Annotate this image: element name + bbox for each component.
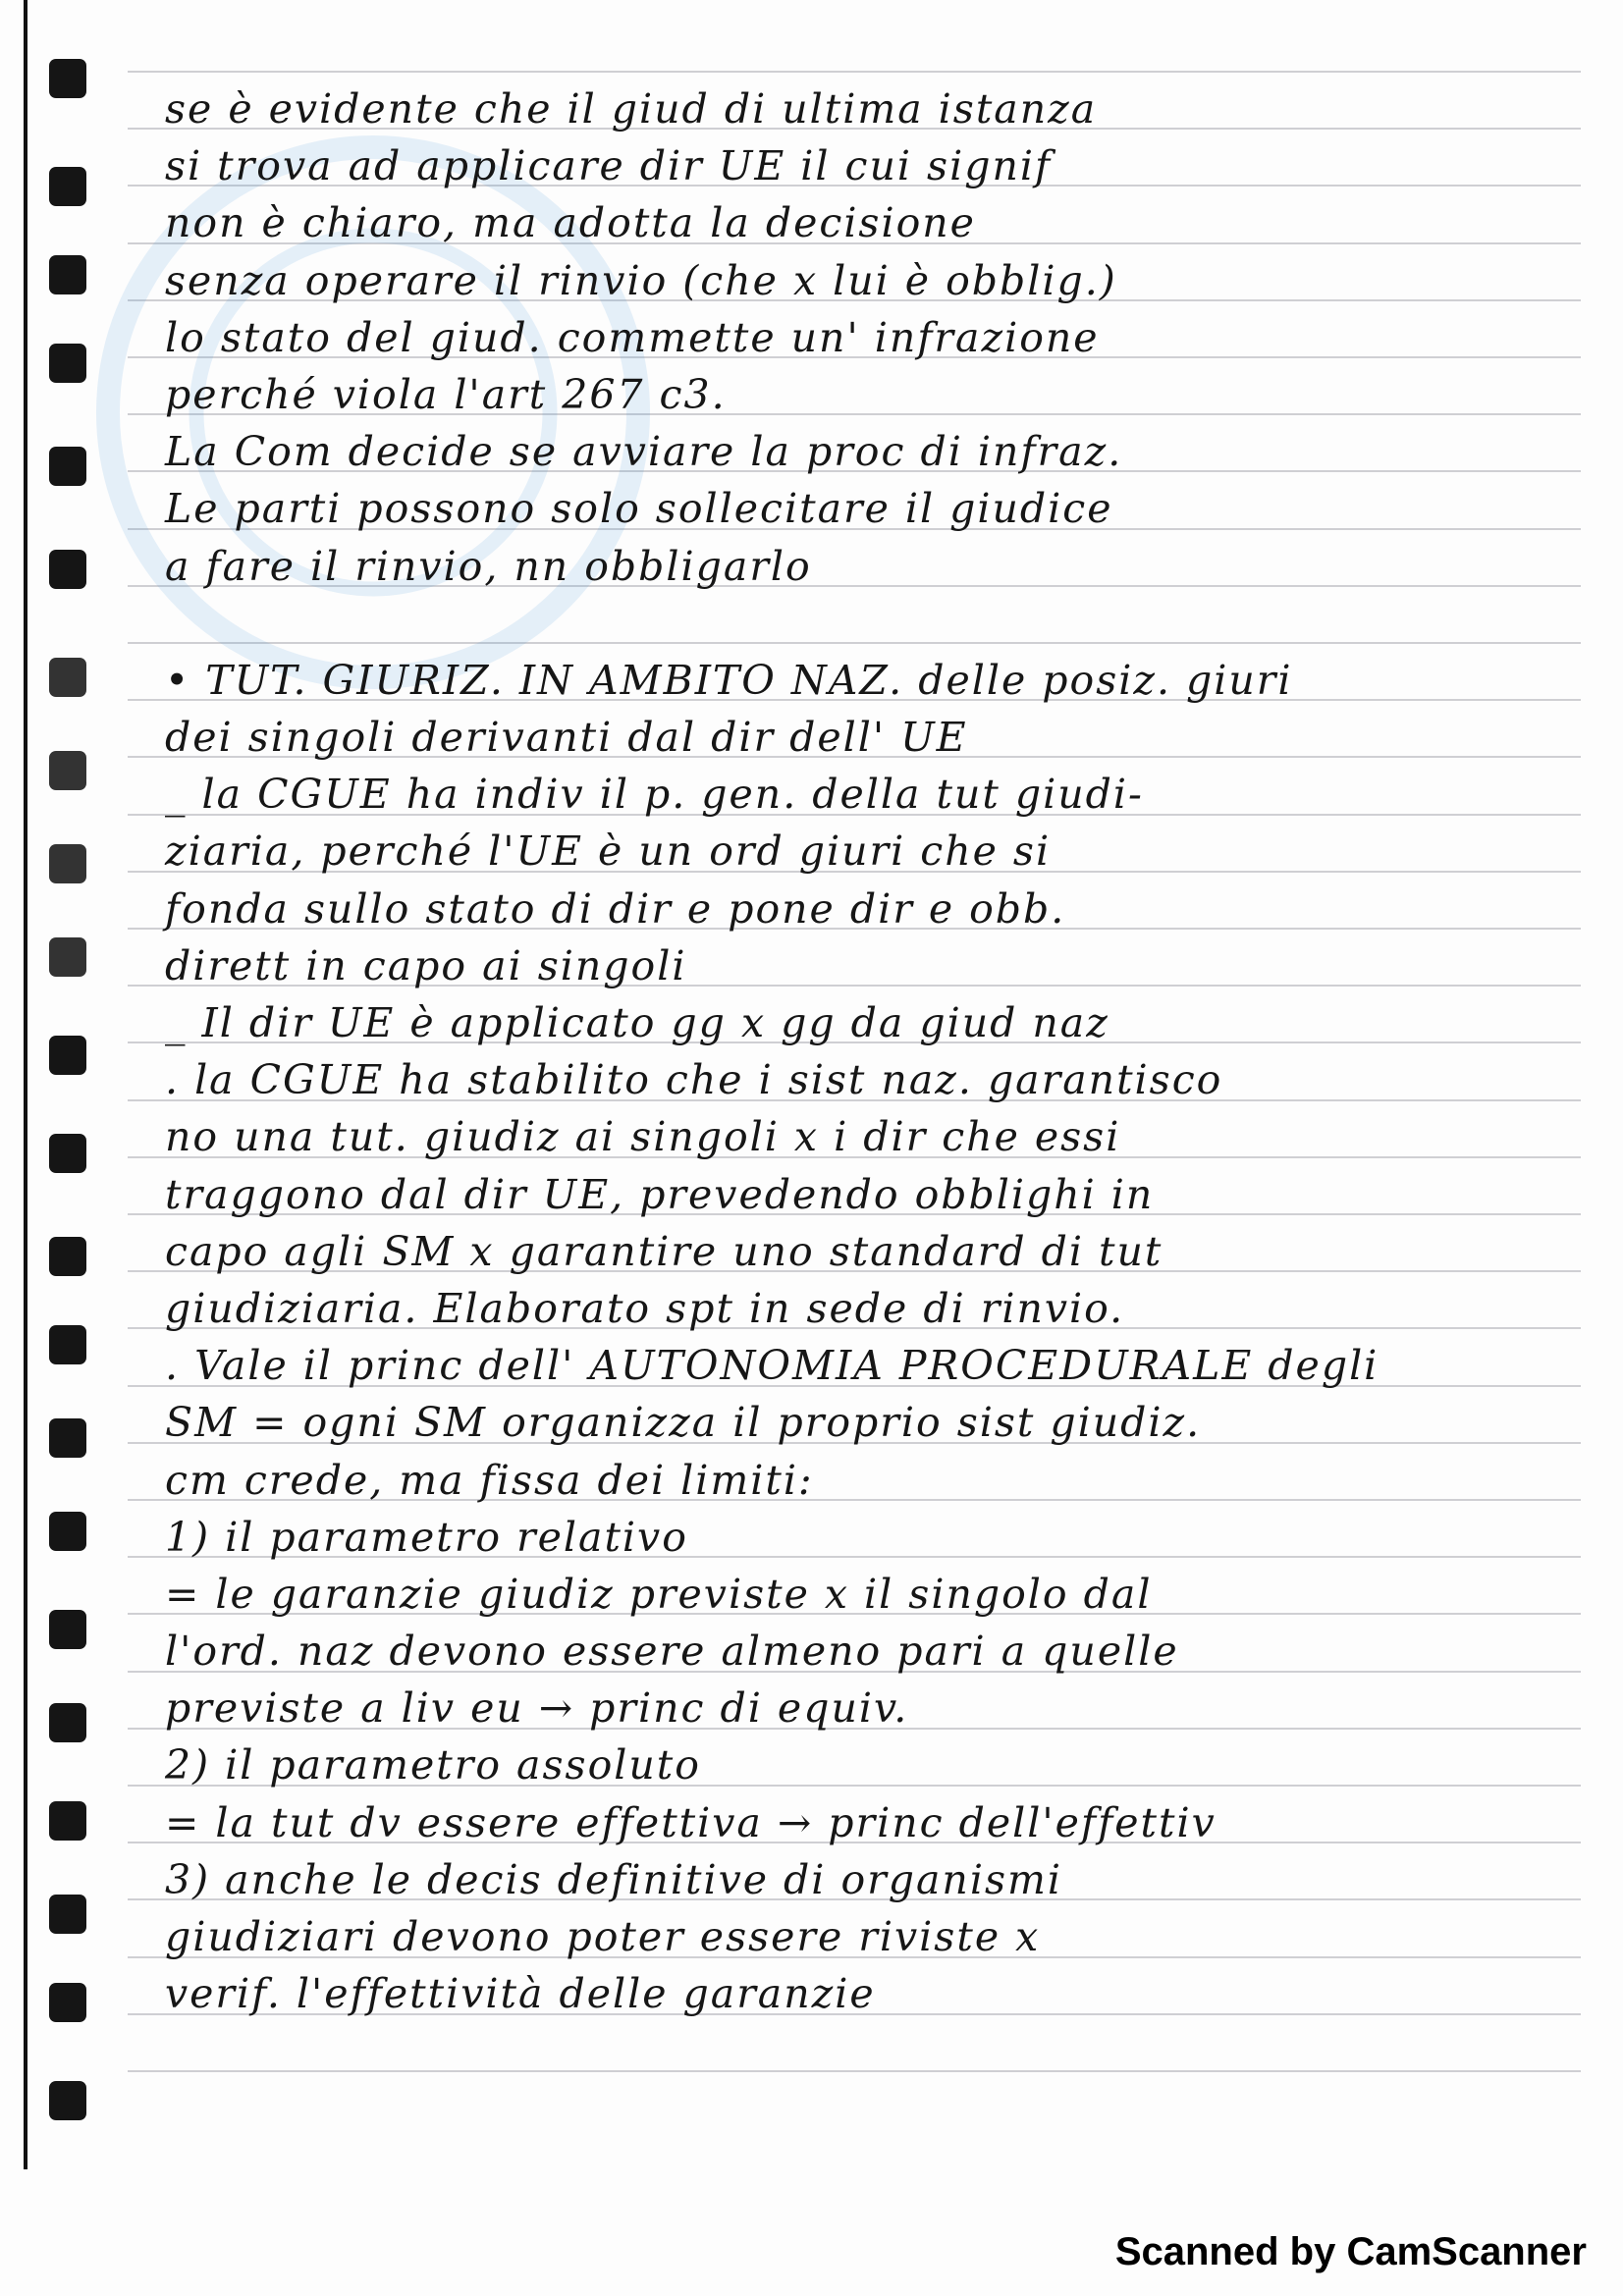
section-heading: • TUT. GIURIZ. IN AMBITO NAZ. delle posiz. giuri — [165, 656, 1293, 704]
note-line: giudiziari devono poter essere riviste x — [165, 1913, 1041, 1960]
binding-hole — [49, 1325, 86, 1364]
note-line: . la CGUE ha stabilito che i sist naz. garantisco — [165, 1056, 1223, 1104]
binding-edge — [24, 0, 27, 2169]
ruled-line — [128, 2070, 1581, 2072]
note-line: giudiziaria. Elaborato spt in sede di rinvio. — [165, 1284, 1125, 1332]
binding-hole — [49, 658, 86, 697]
binding-hole — [49, 1036, 86, 1075]
binding-hole — [49, 1418, 86, 1458]
binding-hole — [49, 344, 86, 383]
note-line: verif. l'effettività delle garanzie — [165, 1970, 876, 2018]
note-line: dei singoli derivanti dal dir dell' UE — [165, 714, 968, 762]
ruled-line — [128, 71, 1581, 73]
note-line-blank — [165, 595, 1608, 652]
binding-hole — [49, 1512, 86, 1551]
binding-hole — [49, 1801, 86, 1841]
note-line: cm crede, ma fissa dei limiti: — [165, 1456, 814, 1504]
note-line: l'ord. naz devono essere almeno pari a quelle — [165, 1628, 1179, 1676]
note-line: lo stato del giud. commette un' infrazione — [165, 313, 1100, 361]
binding-hole — [49, 1134, 86, 1173]
binding-hole — [49, 1895, 86, 1934]
binding-hole — [49, 1983, 86, 2022]
note-line: non è chiaro, ma adotta la decisione — [165, 199, 976, 247]
handwritten-notes — [165, 80, 1608, 2022]
note-line: dirett in capo ai singoli — [165, 941, 687, 989]
note-line: previste a liv eu → princ di equiv. — [165, 1684, 909, 1733]
note-line: senza operare il rinvio (che x lui è obblig.) — [165, 256, 1117, 304]
note-line: capo agli SM x garantire uno standard di tut — [165, 1227, 1163, 1275]
note-line: ziaria, perché l'UE è un ord giuri che si — [165, 828, 1052, 876]
note-line: SM = ogni SM organizza il proprio sist giudiz. — [165, 1399, 1202, 1447]
note-line: _ la CGUE ha indiv il p. gen. della tut giudi- — [165, 771, 1144, 819]
binding-hole — [49, 1237, 86, 1276]
note-line: 1) il parametro relativo — [165, 1513, 688, 1561]
binding-hole — [49, 1610, 86, 1649]
binding-hole — [49, 844, 86, 883]
note-line: se è evidente che il giud di ultima istanza — [165, 85, 1098, 133]
note-line: fonda sullo stato di dir e pone dir e obb. — [165, 884, 1066, 933]
note-line: a fare il rinvio, nn obbligarlo — [165, 542, 812, 590]
note-line: no una tut. giudiz ai singoli x i dir che essi — [165, 1113, 1121, 1161]
note-line: La Com decide se avviare la proc di infraz. — [165, 428, 1123, 476]
binding-hole — [49, 167, 86, 206]
binding-hole — [49, 2081, 86, 2120]
note-line: _ Il dir UE è applicato gg x gg da giud naz — [165, 999, 1109, 1046]
binding-hole — [49, 255, 86, 294]
binding-hole — [49, 447, 86, 486]
binding-hole — [49, 937, 86, 977]
note-line: 2) il parametro assoluto — [165, 1741, 701, 1789]
note-line: = le garanzie giudiz previste x il singolo dal — [165, 1570, 1153, 1618]
note-line: si trova ad applicare dir UE il cui signif — [165, 142, 1053, 190]
note-line: perché viola l'art 267 c3. — [165, 370, 727, 418]
scanner-watermark: Scanned by CamScanner — [1114, 2230, 1587, 2273]
binding-hole — [49, 1703, 86, 1742]
note-line: Le parti possono solo sollecitare il giudice — [165, 485, 1113, 533]
spiral-binding — [39, 59, 98, 2179]
note-line: = la tut dv essere effettiva → princ dell'effettiv — [165, 1798, 1217, 1846]
binding-hole — [49, 550, 86, 589]
note-line: 3) anche le decis definitive di organismi — [165, 1855, 1062, 1903]
note-line: . Vale il princ dell' AUTONOMIA PROCEDURALE degli — [165, 1342, 1380, 1390]
binding-hole — [49, 751, 86, 790]
note-line: traggono dal dir UE, prevedendo obblighi in — [165, 1170, 1155, 1218]
binding-hole — [49, 59, 86, 98]
